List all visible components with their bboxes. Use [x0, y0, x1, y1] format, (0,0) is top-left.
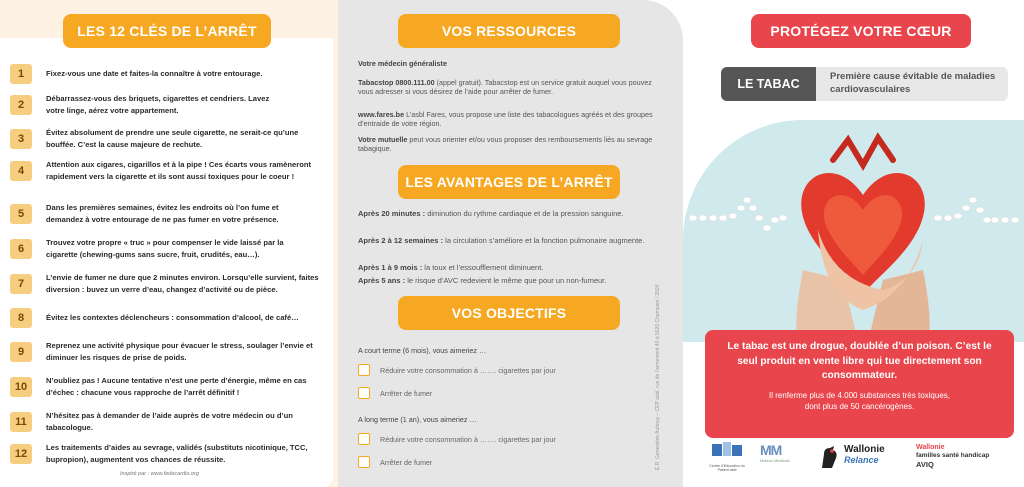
key-item-6: [10, 237, 330, 260]
objective-long-question: A long terme (1 an), vous aimeriez …: [358, 415, 477, 424]
key-text: Les traitements d’aides au sevrage, validés (substituts nicotinique, TCC, bupropion), augmentent vos chances de réussite.: [46, 443, 308, 464]
tabac-label: LE TABAC: [721, 67, 816, 101]
key-text: Fixez-vous une date et faites-la connaître à votre entourage.: [46, 69, 263, 79]
aviq-wallonie-text: Wallonie: [916, 444, 945, 451]
advantage-2: [358, 234, 658, 247]
res-tabacstop: [358, 78, 663, 96]
wallonie-text: Wallonie: [844, 444, 885, 455]
key-item-3: [10, 127, 330, 150]
key-text: Attention aux cigares, cigarillos et à la pipe ! Ces écarts vous ramèneront rapidement vers la cigarette et ils sont aussi toxiques pour le coeur !: [46, 160, 312, 181]
advantage-text: la toux et l’essoufflement diminuent.: [422, 263, 544, 272]
advantage-4: [358, 274, 658, 287]
objective-short-question: A court terme (6 mois), vous aimeriez …: [358, 346, 487, 355]
short-reduce-checkbox[interactable]: [358, 364, 370, 376]
key-number: 10: [10, 377, 32, 397]
advantage-1: [358, 207, 658, 220]
objectives-title: VOS OBJECTIFS: [398, 296, 620, 330]
warning-box: [705, 330, 1014, 438]
advantage-when: Après 1 à 9 mois :: [358, 263, 423, 272]
key-number: 11: [10, 412, 32, 432]
long-stop-checkbox[interactable]: [358, 456, 370, 468]
aviq-text: AVIQ: [916, 460, 934, 469]
short-stop-label: Arrêter de fumer: [380, 389, 433, 398]
long-stop-label: Arrêter de fumer: [380, 458, 433, 467]
advantage-when: Après 20 minutes :: [358, 209, 426, 218]
mm-logo: [760, 442, 804, 463]
res-tabacstop-bold: Tabacstop 0800.111.00: [358, 78, 435, 87]
tabac-description: Première cause évitable de maladies cardiovasculaires: [816, 67, 1008, 101]
res-fares-bold: www.fares.be: [358, 110, 405, 119]
key-item-1: [10, 64, 330, 84]
inspired-credit: Inspiré par : www.fedecardio.org: [120, 471, 199, 477]
mm-logo-text: Maison Médicale: [760, 458, 791, 463]
key-number: 7: [10, 274, 32, 294]
advantage-when: Après 2 à 12 semaines :: [358, 236, 444, 245]
res-mutuelle-text: peut vous orienter et/ou vous proposer des remboursements liés au sevrage tabagique.: [358, 135, 653, 154]
long-reduce-checkbox[interactable]: [358, 433, 370, 445]
warning-sub-text: Il renferme plus de 4.000 substances très toxiques, dont plus de 50 cancérogènes.: [769, 390, 950, 411]
key-text: Évitez absolument de prendre une seule cigarette, ne serait-ce qu’une bouffée. C’est la cause majeure de rechute.: [46, 128, 299, 149]
keys-title: LES 12 CLÉS DE L’ARRÊT: [63, 14, 271, 48]
key-number: 8: [10, 308, 32, 328]
key-number: 4: [10, 161, 32, 181]
key-text: Reprenez une activité physique pour évacuer le stress, soulager l’envie et diminuer les risques de prise de poids.: [46, 341, 313, 362]
key-item-4: [10, 159, 330, 182]
protect-title: PROTÉGEZ VOTRE CŒUR: [751, 14, 971, 48]
long-reduce-label: Réduire votre consommation à ……. cigarettes par jour: [380, 435, 556, 444]
wallonie-relance-logo: [818, 444, 908, 470]
key-item-8: [10, 308, 330, 328]
key-number: 9: [10, 342, 32, 362]
aviq-familles-text: familles santé handicap: [916, 452, 990, 459]
relance-text: Relance: [844, 455, 879, 465]
key-text: Trouvez votre propre « truc » pour compenser le vide laissé par la cigarette (chewing-gums sans sucre, fruit, crudités, eau…).: [46, 238, 284, 259]
key-item-11: [10, 410, 330, 433]
res-fares: [358, 110, 663, 128]
resources-title: VOS RESSOURCES: [398, 14, 620, 48]
key-number: 5: [10, 204, 32, 224]
short-reduce-label: Réduire votre consommation à ……. cigarettes par jour: [380, 366, 556, 375]
advantage-when: Après 5 ans :: [358, 276, 406, 285]
key-item-2: [10, 93, 330, 116]
key-number: 3: [10, 129, 32, 149]
res-tabacstop-text: (appel gratuit). Tabacstop est un service gratuit auquel vous pouvez vous adresser si vous désirez de l’aide pour arrêter de fumer.: [358, 78, 652, 97]
key-text: L’envie de fumer ne dure que 2 minutes environ. Lorsqu’elle survient, faites diversion : buvez un verre d’eau, changez d’activité ou de pièce.: [46, 273, 319, 294]
publisher-vertical-text: É.R. Geneviève Aubouy – CEP asbl, rue de l’armement 40 à 5020 Champion / 2024: [655, 284, 661, 470]
warning-main-text: Le tabac est une drogue, doublée d’un poison. C’est le seul produit en vente libre qui tue directement son consommateur.: [727, 341, 992, 381]
heart-illustration: [683, 120, 1024, 342]
cep-logo-text: Centre d'Education du Patient asbl: [709, 464, 745, 472]
cep-logo-mark: [710, 440, 744, 462]
key-number: 2: [10, 95, 32, 115]
heart-hands-photo: [683, 120, 1024, 342]
key-number: 6: [10, 239, 32, 259]
advantage-text: le risque d’AVC redevient le même que pour un non-fumeur.: [405, 276, 607, 285]
key-text: N’hésitez pas à demander de l’aide auprès de votre médecin ou d’un tabacologue.: [46, 411, 293, 432]
key-text: N’oubliez pas ! Aucune tentative n’est une perte d’énergie, même en cas d’échec : chacune vous rapproche de l’arrêt définitif !: [46, 376, 307, 397]
key-item-9: [10, 340, 330, 363]
key-text: Débarrassez-vous des briquets, cigarettes et cendriers. Lavez votre linge, aérez votre appartement.: [46, 94, 270, 115]
res-doctor-text: Votre médecin généraliste: [358, 59, 447, 68]
key-text: Dans les premières semaines, évitez les endroits où l’on fume et demandez à votre entourage de ne pas fumer en votre présence.: [46, 203, 279, 224]
key-item-10: [10, 375, 330, 398]
res-mutuelle: [358, 135, 663, 153]
res-doctor: [358, 59, 663, 68]
mm-logo-mark: MM: [760, 442, 782, 458]
aviq-logo: [916, 444, 1020, 469]
advantage-text: diminution du rythme cardiaque et de la pression sanguine.: [425, 209, 624, 218]
short-stop-checkbox[interactable]: [358, 387, 370, 399]
key-item-7: [10, 272, 330, 295]
rooster-icon: [818, 444, 840, 470]
key-item-12: [10, 442, 330, 465]
key-text: Évitez les contextes déclencheurs : consommation d’alcool, de café…: [46, 313, 299, 323]
key-item-5: [10, 202, 330, 225]
advantage-3: [358, 261, 658, 274]
cep-logo: [704, 440, 750, 472]
advantages-title: LES AVANTAGES DE L’ARRÊT: [398, 165, 620, 199]
key-number: 1: [10, 64, 32, 84]
advantage-text: la circulation s’améliore et la fonction pulmonaire augmente.: [443, 236, 645, 245]
key-number: 12: [10, 444, 32, 464]
res-fares-text: L’asbl Fares, vous propose une liste des tabacologues agréés et des groupes d’entraide de votre région.: [358, 110, 653, 129]
res-mutuelle-bold: Votre mutuelle: [358, 135, 408, 144]
